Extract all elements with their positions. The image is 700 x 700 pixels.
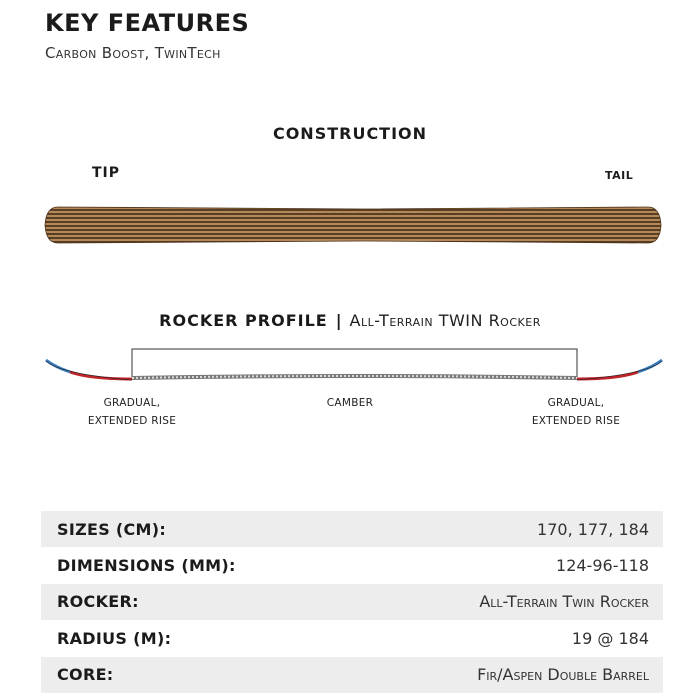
ski-core-layer	[44, 227, 662, 229]
ski-core-layer	[44, 233, 662, 235]
ski-core-layer	[44, 219, 662, 221]
rocker-profile-name: All-Terrain TWIN Rocker	[349, 311, 541, 330]
tail-label: TAIL	[605, 169, 634, 182]
key-features-title: KEY FEATURES	[45, 9, 250, 37]
right-zone-line-1: GRADUAL,	[547, 397, 605, 409]
spec-row	[41, 620, 663, 656]
middle-zone-text: CAMBER	[326, 397, 374, 409]
construction-title: CONSTRUCTION	[272, 124, 428, 143]
spec-row	[41, 584, 663, 620]
spec-label: RADIUS (M):	[57, 628, 172, 648]
spec-row	[41, 657, 663, 693]
ski-core-layer	[44, 223, 662, 225]
left-zone-line-1: GRADUAL,	[103, 397, 161, 409]
ski-core-layers	[44, 205, 662, 245]
ski-core-layer	[44, 243, 662, 245]
ski-core-layer	[44, 205, 662, 207]
ski-core-layer	[44, 221, 662, 223]
key-features-subtitle: Carbon Boost, TwinTech	[45, 44, 221, 62]
ski-core-layer	[44, 213, 662, 215]
left-zone-label	[72, 394, 192, 430]
tip-label: TIP	[92, 165, 121, 181]
right-zone-label	[516, 394, 636, 430]
ski-core-layer	[44, 231, 662, 233]
rocker-profile-diagram	[0, 340, 700, 390]
ski-construction-diagram	[44, 205, 662, 245]
rocker-title-main: ROCKER PROFILE	[159, 311, 328, 330]
ski-core-layer	[44, 229, 662, 231]
right-zone-line-2: EXTENDED RISE	[531, 415, 621, 427]
spec-label: ROCKER:	[57, 592, 139, 612]
spec-value: Fir/Aspen Double Barrel	[477, 665, 649, 685]
spec-table	[41, 511, 663, 693]
spec-row	[41, 511, 663, 547]
ski-core-layer	[44, 215, 662, 217]
rocker-profile-title	[0, 311, 700, 330]
spec-value: 170, 177, 184	[537, 519, 649, 539]
ski-core-layer	[44, 235, 662, 237]
ski-core-layer	[44, 217, 662, 219]
ski-core-layer	[44, 225, 662, 227]
left-zone-line-2: EXTENDED RISE	[87, 415, 177, 427]
camber-base	[132, 376, 577, 378]
middle-zone-label	[290, 394, 410, 412]
spec-value: All-Terrain Twin Rocker	[479, 592, 649, 612]
ski-core-layer	[44, 237, 662, 239]
spec-value: 124-96-118	[556, 556, 649, 576]
ski-core-layer	[44, 211, 662, 213]
spec-value: 19 @ 184	[571, 628, 649, 648]
spec-row	[41, 547, 663, 583]
rocker-title-separator: |	[335, 311, 342, 330]
spec-label: CORE:	[57, 665, 114, 685]
camber-bracket	[132, 349, 577, 377]
spec-label: DIMENSIONS (MM):	[57, 556, 236, 576]
spec-label: SIZES (CM):	[57, 519, 167, 539]
